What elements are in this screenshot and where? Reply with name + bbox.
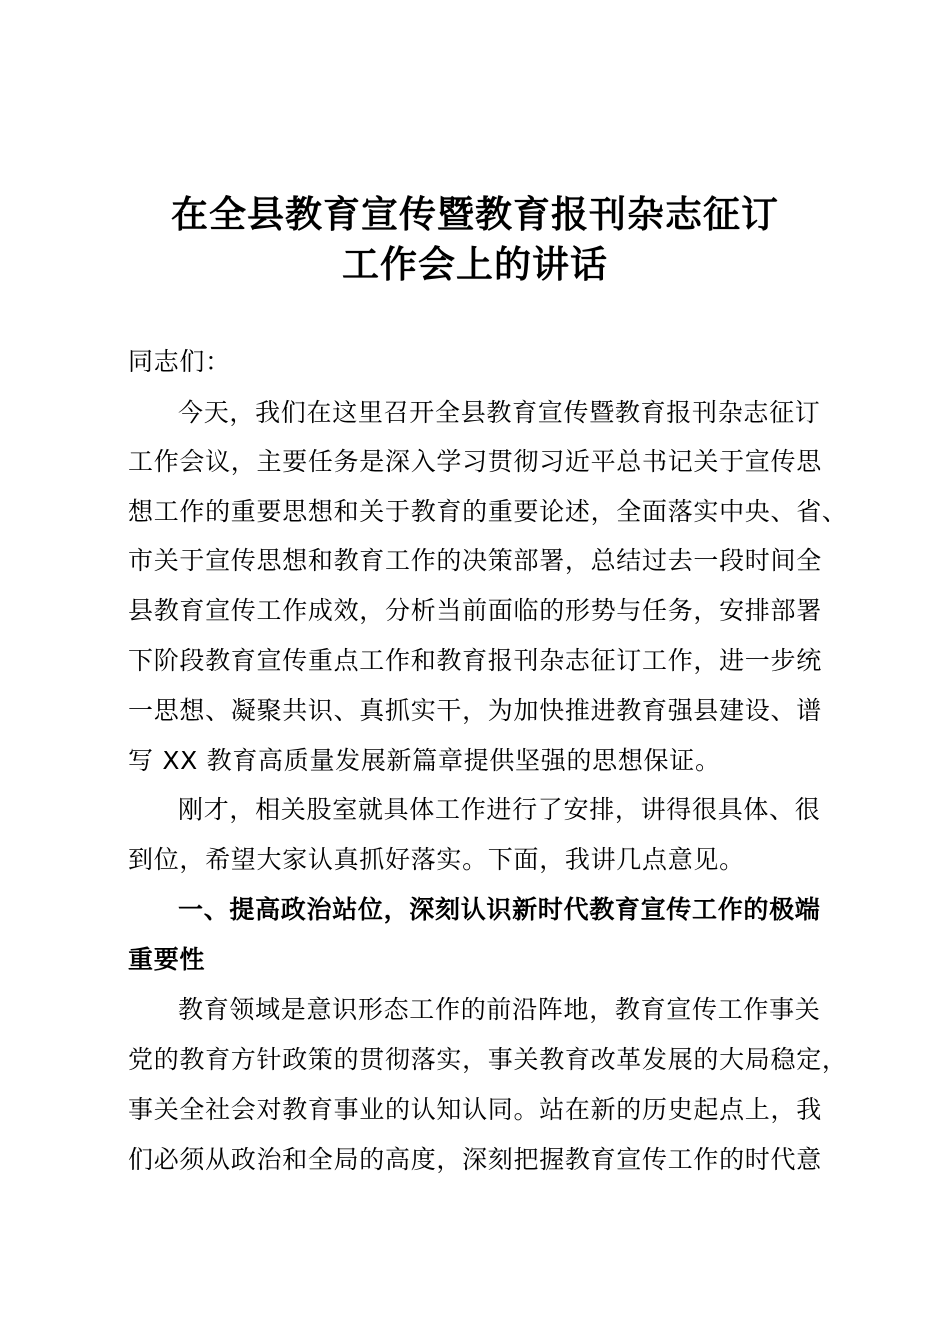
body-line: 到位，希望大家认真抓好落实。下面，我讲几点意见。 — [128, 845, 745, 874]
body-line: 下阶段教育宣传重点工作和教育报刊杂志征订工作，进一步统 — [128, 646, 822, 675]
title-line-1: 在全县教育宣传暨教育报刊杂志征订 — [171, 193, 779, 236]
body-line: 党的教育方针政策的贯彻落实，事关教育改革发展的大局稳定， — [128, 1045, 848, 1074]
section-heading: 重要性 — [128, 945, 206, 974]
salutation: 同志们： — [128, 347, 231, 376]
body-line: 刚才，相关股室就具体工作进行了安排，讲得很具体、很 — [178, 795, 821, 824]
body-line: 事关全社会对教育事业的认知认同。站在新的历史起点上，我 — [128, 1095, 822, 1124]
body-line: 今天，我们在这里召开全县教育宣传暨教育报刊杂志征订 — [178, 398, 821, 427]
body-line: 工作会议，主要任务是深入学习贯彻习近平总书记关于宣传思 — [128, 447, 822, 476]
body-line: 一思想、凝聚共识、真抓实干，为加快推进教育强县建设、谱 — [128, 696, 822, 725]
section-heading: 一、提高政治站位，深刻认识新时代教育宣传工作的极端 — [178, 895, 821, 924]
body-line: 们必须从政治和全局的高度，深刻把握教育宣传工作的时代意 — [128, 1145, 822, 1174]
title-line-2: 工作会上的讲话 — [342, 243, 608, 286]
body-line: 县教育宣传工作成效，分析当前面临的形势与任务，安排部署 — [128, 596, 822, 625]
body-line: 想工作的重要思想和关于教育的重要论述，全面落实中央、省、 — [128, 497, 848, 526]
body-line: 教育领域是意识形态工作的前沿阵地，教育宣传工作事关 — [178, 995, 821, 1024]
body-line: 市关于宣传思想和教育工作的决策部署，总结过去一段时间全 — [128, 546, 822, 575]
body-line: 写 XX 教育高质量发展新篇章提供坚强的思想保证。 — [128, 746, 721, 775]
